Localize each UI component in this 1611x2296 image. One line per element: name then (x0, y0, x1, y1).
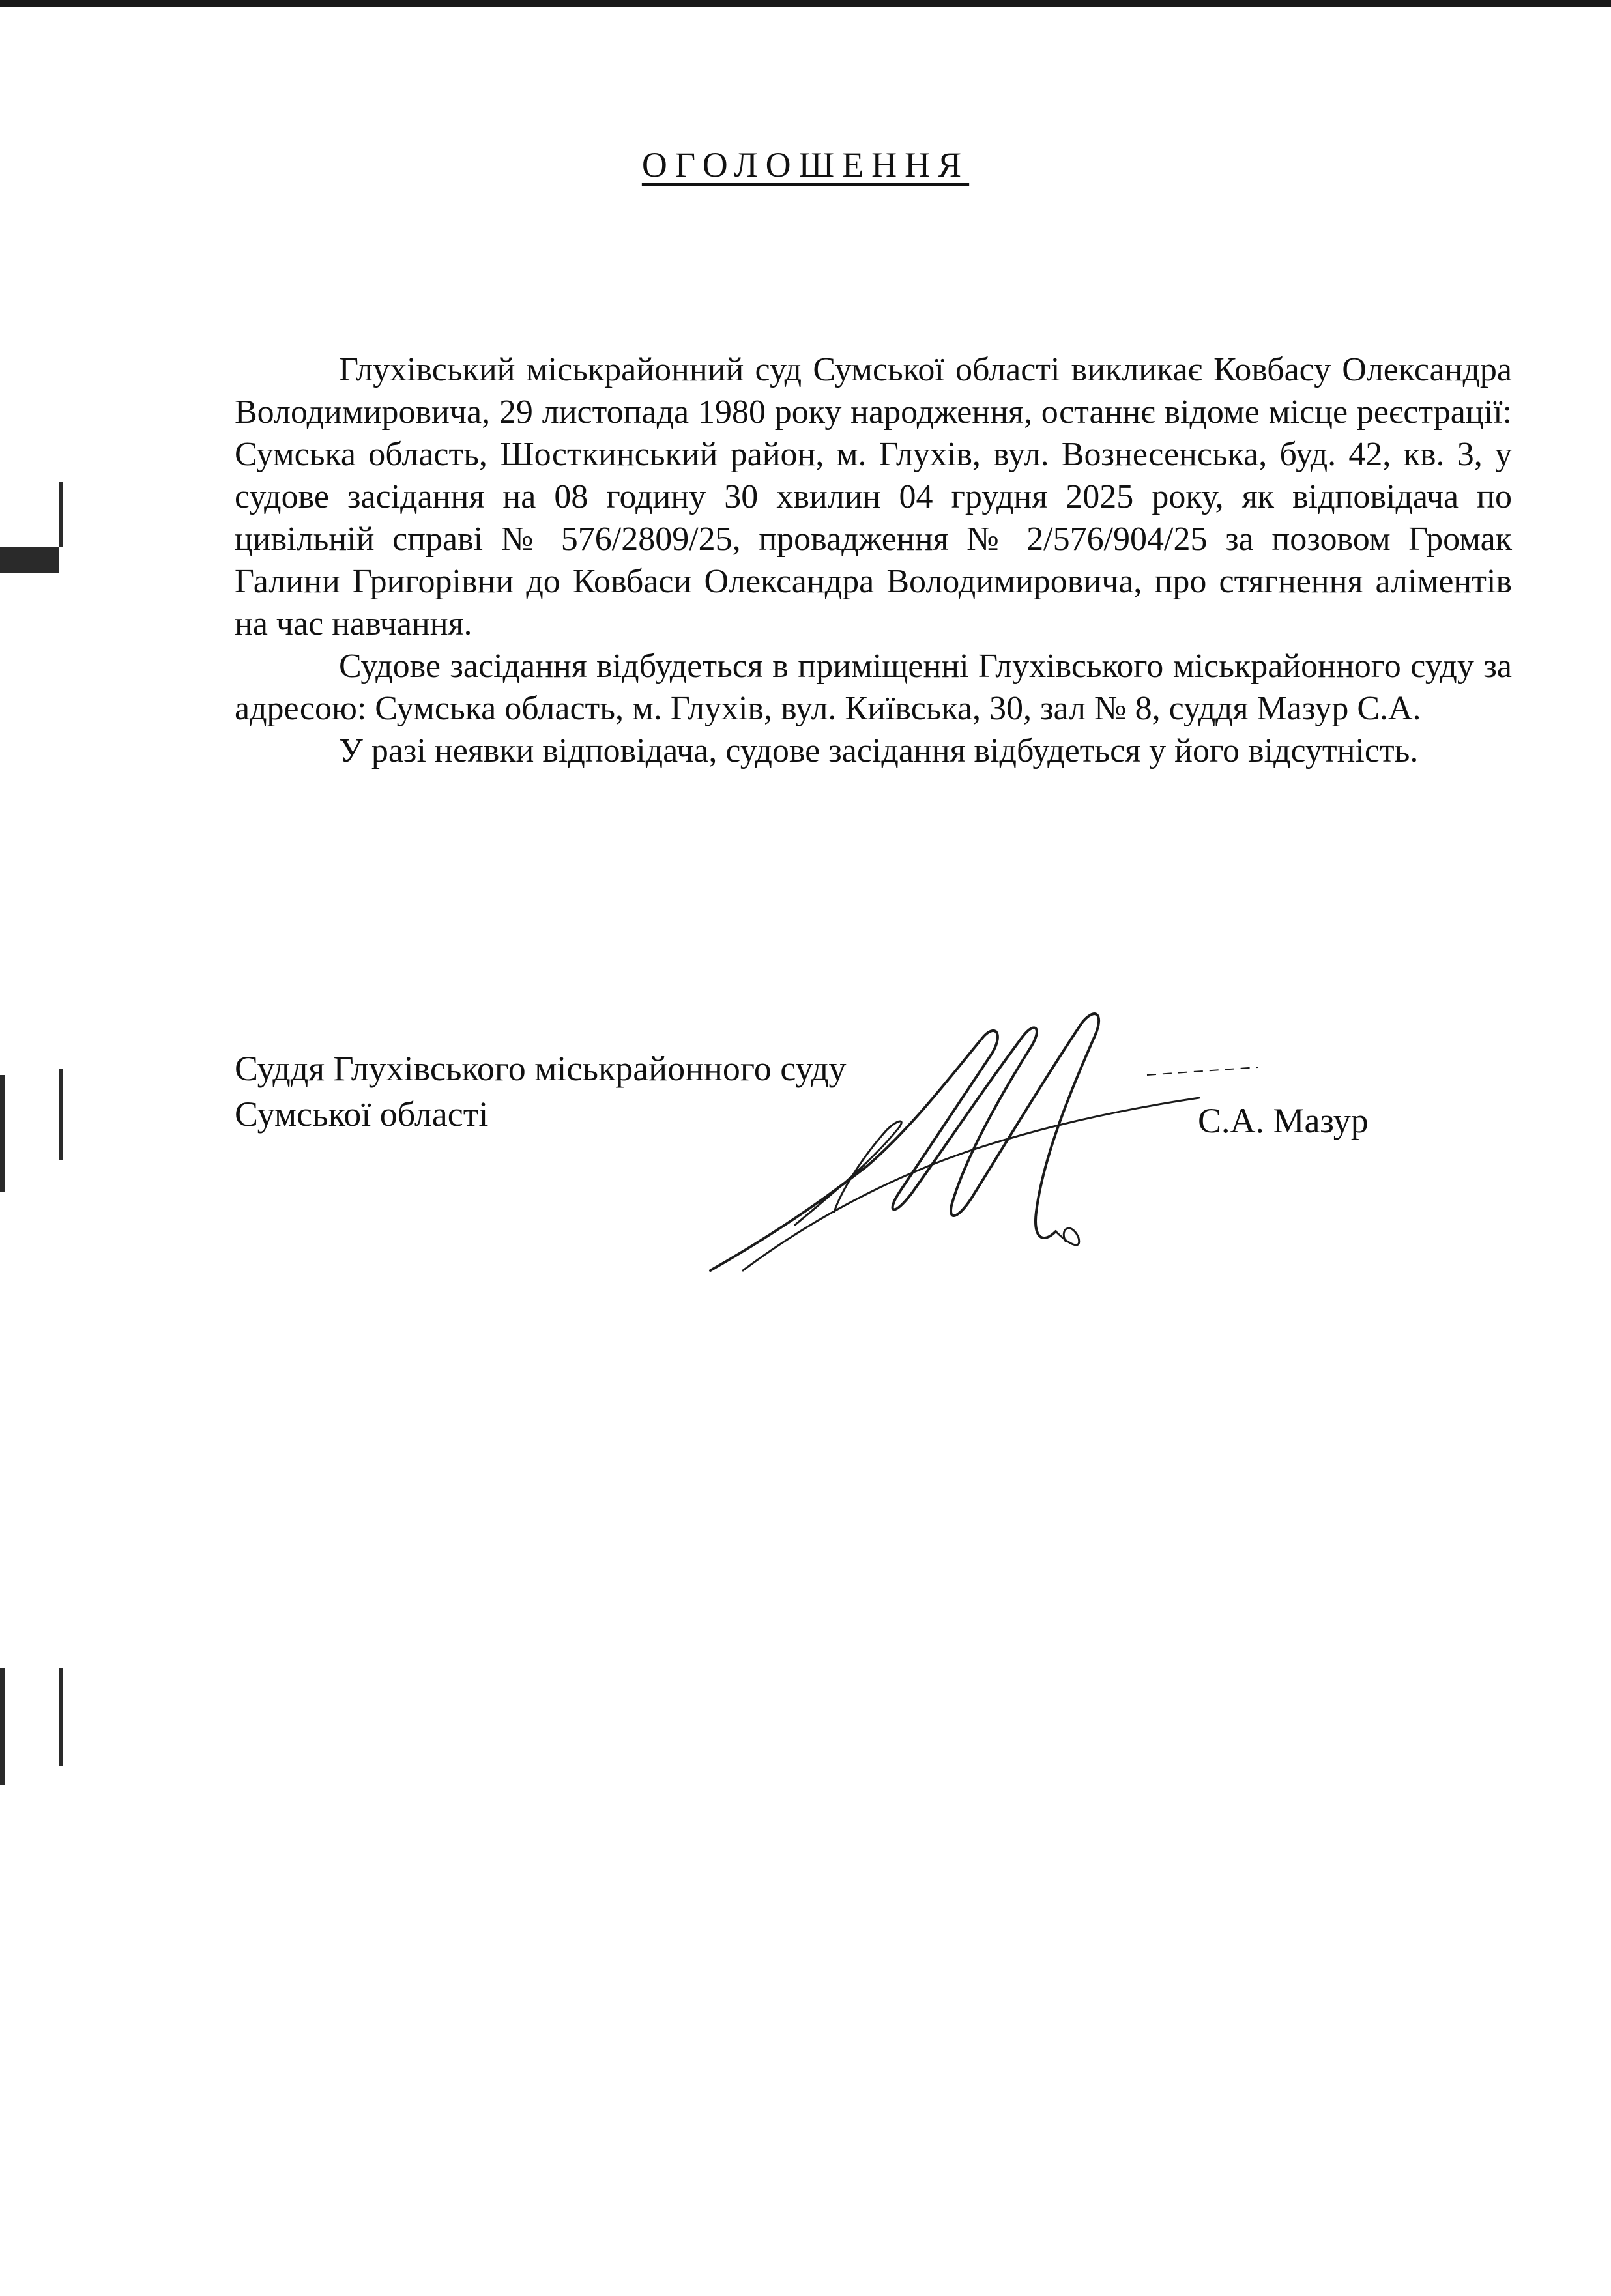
handwritten-signature (704, 997, 1290, 1290)
scan-top-edge (0, 0, 1611, 7)
scan-artifact (59, 1668, 63, 1766)
scan-artifact (0, 547, 59, 573)
paragraph-absence: У разі неявки відповідача, судове засідання відбудеться у його відсутність. (339, 732, 1419, 769)
document-title: ОГОЛОШЕННЯ (641, 145, 970, 184)
judge-position-line1: Суддя Глухівського міськрайонного суду (235, 1049, 847, 1088)
paragraph-venue: Судове засідання відбудеться в приміщенні Глухівського міськрайонного суду за адресою: Сумська область, м. Глухів, вул. Київська, 30, зал № 8, суддя Мазур С.А. (235, 648, 1512, 727)
scan-artifact (0, 1075, 5, 1192)
judge-name: С.А. Мазур (1198, 1101, 1369, 1140)
scan-artifact (0, 1668, 5, 1785)
scan-artifact (59, 482, 63, 547)
paragraph-summons: Глухівський міськрайонний суд Сумської області викликає Ковбасу Олександра Володимировича, 29 листопада 1980 року народження, останнє відоме місце реєстрації: Сумська область, Шосткинський район, м. Глухів, вул. Вознесенська, буд. 42, кв. 3, у судове засідання на 08 годину 30 хвилин 04 грудня 2025 року, як відповідача по цивільній справі № 576/2809/25, провадження № 2/576/904/25 за позовом Громак Галини Григорівни до Ковбаси Олександра Володимировича, про стягнення аліментів на час навчання. (235, 351, 1512, 642)
judge-position-line2: Сумської області (235, 1095, 489, 1134)
scan-artifact (59, 1069, 63, 1160)
announcement-body (235, 349, 1512, 772)
